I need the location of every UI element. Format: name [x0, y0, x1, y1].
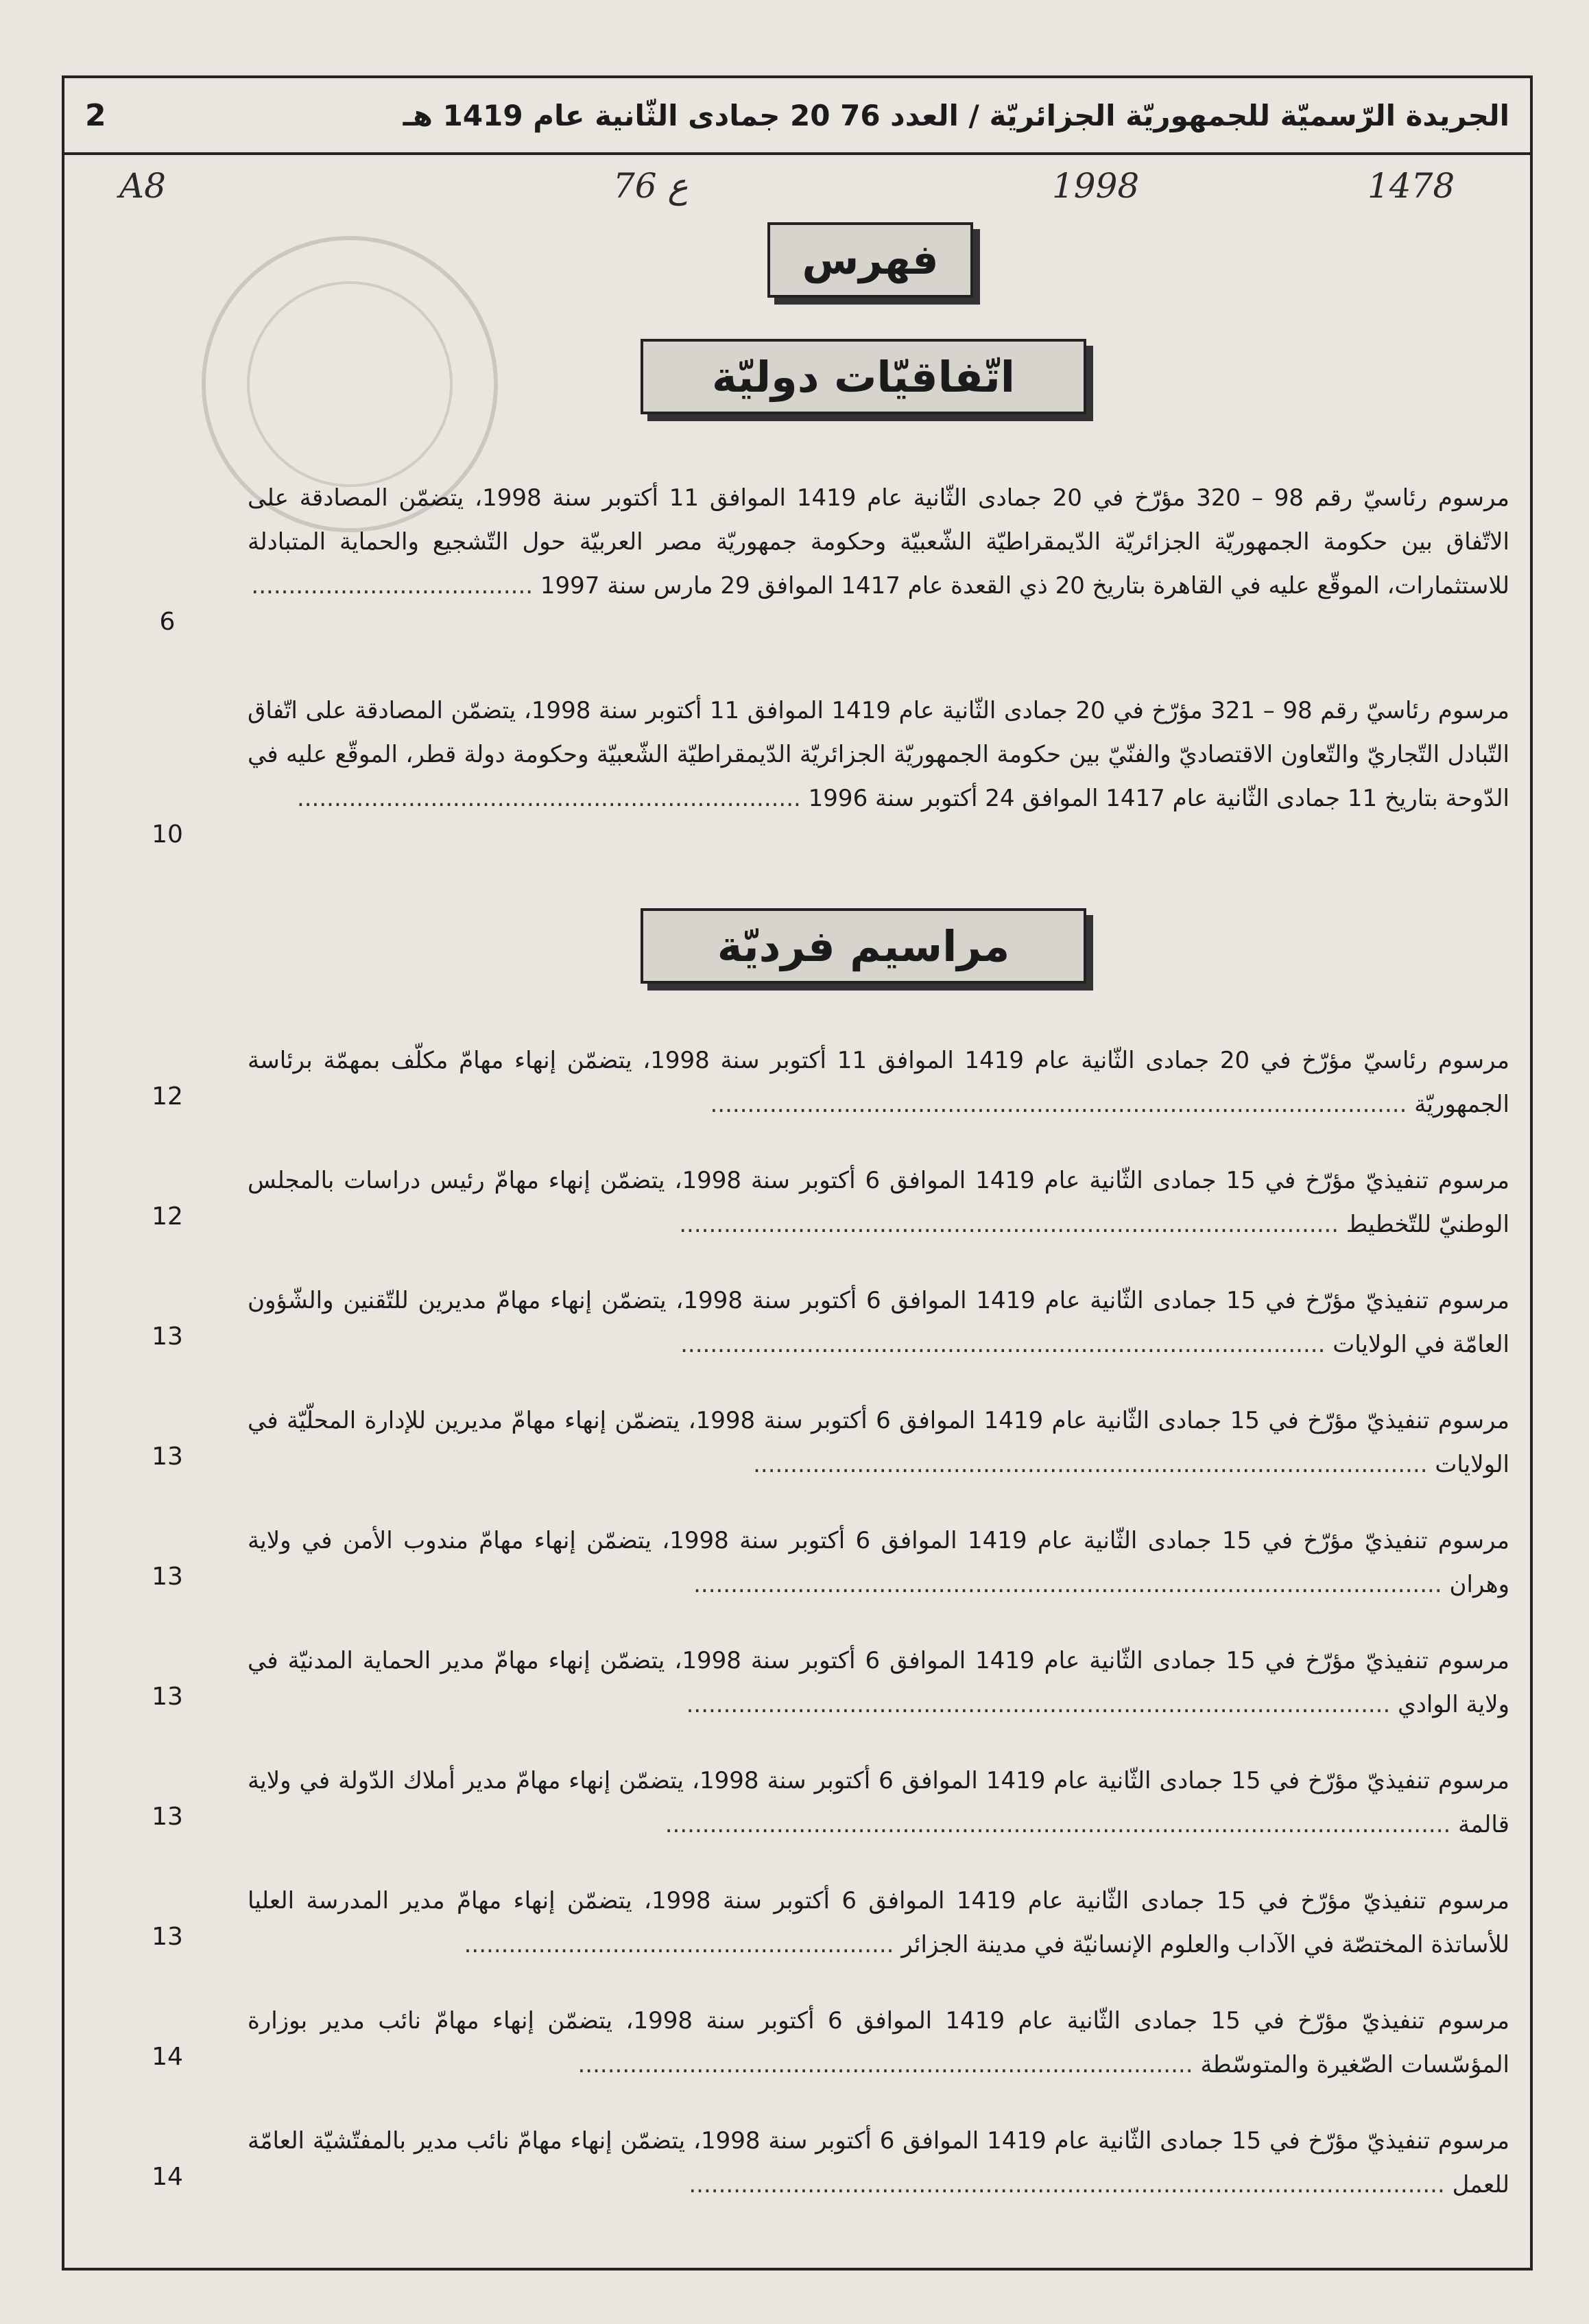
header-page-number: 2	[85, 97, 106, 133]
page-frame: الجريدة الرّسميّة للجمهوريّة الجزائريّة / العدد 76 20 جمادى الثّانية عام 1419 هـ 2 A8 76 ع 1998 1478 فهرس اتّفاقيّات دوليّة مراسيم فرديّة مرسوم رئاسيّ رقم 98 – 320 مؤرّخ في 20 جمادى الثّانية عام 1419 الموافق 11 أكتوبر سنة 1998، يتضمّن المصادقة على الاتّفاق بين حكومة الجمهوريّة الجزائريّة الدّيمقراطيّة الشّعبيّة وحكومة جمهوريّة مصر العربيّة حول التّشجيع والحماية المتبادلة للاستثمارات، الموقّع عليه في القاهرة بتاريخ 20 ذي القعدة عام 1417 الموافق 29 مارس سنة 1997 ...................................... 6 مرسوم رئاسيّ رقم 98 – 321 مؤرّخ في 20 جمادى الثّانية عام 1419 الموافق 11 أكتوبر سنة 1998، يتضمّن المصادقة على اتّفاق التّبادل التّجاريّ والتّعاون الاقتصاديّ والفنّيّ بين حكومة الجمهوريّة الجزائريّة الدّيمقراطيّة الشّعبيّة وحكومة دولة قطر، الموقّع عليه في الدّوحة بتاريخ 11 جمادى الثّانية عام 1417 الموافق 24 أكتوبر سنة 1996 .................................................................... 10 مرسوم رئاسيّ مؤرّخ في 20 جمادى الثّانية عام 1419 الموافق 11 أكتوبر سنة 1998، يتضمّن إنهاء مهامّ مكلّف بمهمّة برئاسة الجمهوريّة .............................................................................................. 12 مرسوم تنفيذيّ مؤرّخ في 15 جمادى الثّانية عام 1419 الموافق 6 أكتوبر سنة 1998، يتضمّن إنهاء مهامّ رئيس دراسات بالمجلس الوطنيّ للتّخطيط ......................................................................................... 12 مرسوم تنفيذيّ مؤرّخ في 15 جمادى الثّانية عام 1419 الموافق 6 أكتوبر سنة 1998، يتضمّن إنهاء مهامّ مديرين للتّقنين والشّؤون العامّة في الولايات ....................................................................................... 13 مرسوم تنفيذيّ مؤرّخ في 15 جمادى الثّانية عام 1419 الموافق 6 أكتوبر سنة 1998، يتضمّن إنهاء مهامّ مديرين للإدارة المحلّيّة في الولايات ........................................................................................... 13 مرسوم تنفيذيّ مؤرّخ في 15 جمادى الثّانية عام 1419 الموافق 6 أكتوبر سنة 1998، يتضمّن إنهاء مهامّ مندوب الأمن في ولاية وهران ..................................................................................................... 13 مرسوم تنفيذيّ مؤرّخ في 15 جمادى الثّانية عام 1419 الموافق 6 أكتوبر سنة 1998، يتضمّن إنهاء مهامّ مدير الحماية المدنيّة في ولاية الوادي ............................................................................................... 13 مرسوم تنفيذيّ مؤرّخ في 15 جمادى الثّانية عام 1419 الموافق 6 أكتوبر سنة 1998، يتضمّن إنهاء مهامّ مدير أملاك الدّولة في ولاية قالمة .......................................................................................................... 13 مرسوم تنفيذيّ مؤرّخ في 15 جمادى الثّانية عام 1419 الموافق 6 أكتوبر سنة 1998، يتضمّن إنهاء مهامّ مدير المدرسة العليا للأساتذة المختصّة في الآداب والعلوم الإنسانيّة في مدينة الجزائر .......................................................... 13 مرسوم تنفيذيّ مؤرّخ في 15 جمادى الثّانية عام 1419 الموافق 6 أكتوبر سنة 1998، يتضمّن إنهاء مهامّ نائب مدير بوزارة المؤسّسات الصّغيرة والمتوسّطة ................................................................................... 14 مرسوم تنفيذيّ مؤرّخ في 15 جمادى الثّانية عام 1419 الموافق 6 أكتوبر سنة 1998، يتضمّن إنهاء مهامّ نائب مدير بالمفتّشيّة العامّة للعمل ...................................................................................................... 14	[62, 75, 1533, 2270]
entry-text: مرسوم تنفيذيّ مؤرّخ في 15 جمادى الثّانية عام 1419 الموافق 6 أكتوبر سنة 1998، يتضمّن إنهاء مهامّ نائب مدير بالمفتّشيّة العامّة للعمل	[248, 2127, 1509, 2198]
entry-text: مرسوم تنفيذيّ مؤرّخ في 15 جمادى الثّانية عام 1419 الموافق 6 أكتوبر سنة 1998، يتضمّن إنهاء مهامّ مدير الحماية المدنيّة في ولاية الوادي	[248, 1647, 1510, 1718]
entry-text: مرسوم رئاسيّ رقم 98 – 320 مؤرّخ في 20 جمادى الثّانية عام 1419 الموافق 11 أكتوبر سنة 1998، يتضمّن المصادقة على الاتّفاق بين حكومة الجمهوريّة الجزائريّة الدّيمقراطيّة الشّعبيّة وحكومة جمهوريّة مصر العربيّة حول التّشجيع والحماية المتبادلة للاستثمارات، الموقّع عليه في القاهرة بتاريخ 20 ذي القعدة عام 1417 الموافق 29 مارس سنة 1997	[248, 484, 1509, 600]
entry-page-number: 12	[152, 1202, 183, 1231]
entry-page-number: 10	[152, 820, 183, 849]
entry-text: مرسوم تنفيذيّ مؤرّخ في 15 جمادى الثّانية عام 1419 الموافق 6 أكتوبر سنة 1998، يتضمّن إنهاء مهامّ رئيس دراسات بالمجلس الوطنيّ للتّخطيط	[248, 1167, 1509, 1238]
entry-page-number: 13	[152, 1683, 183, 1711]
entry-text: مرسوم تنفيذيّ مؤرّخ في 15 جمادى الثّانية عام 1419 الموافق 6 أكتوبر سنة 1998، يتضمّن إنهاء مهامّ مدير المدرسة العليا للأساتذة المختصّة في الآداب والعلوم الإنسانيّة في مدينة الجزائر	[248, 1887, 1509, 1958]
entry-text: مرسوم رئاسيّ مؤرّخ في 20 جمادى الثّانية عام 1419 الموافق 11 أكتوبر سنة 1998، يتضمّن إنهاء مهامّ مكلّف بمهمّة برئاسة الجمهوريّة	[248, 1047, 1509, 1118]
entry-text: مرسوم تنفيذيّ مؤرّخ في 15 جمادى الثّانية عام 1419 الموافق 6 أكتوبر سنة 1998، يتضمّن إنهاء مهامّ نائب مدير بوزارة المؤسّسات الصّغيرة والمتوسّطة	[248, 2007, 1509, 2078]
entry-page-number: 14	[152, 2043, 183, 2071]
entry-text: مرسوم رئاسيّ رقم 98 – 321 مؤرّخ في 20 جمادى الثّانية عام 1419 الموافق 11 أكتوبر سنة 1998، يتضمّن المصادقة على اتّفاق التّبادل التّجاريّ والتّعاون الاقتصاديّ والفنّيّ بين حكومة الجمهوريّة الجزائريّة الدّيمقراطيّة الشّعبيّة وحكومة دولة قطر، الموقّع عليه في الدّوحة بتاريخ 11 جمادى الثّانية عام 1417 الموافق 24 أكتوبر سنة 1996	[248, 697, 1509, 812]
international-agreements-heading: اتّفاقيّات دوليّة	[641, 339, 1086, 414]
entry-text: مرسوم تنفيذيّ مؤرّخ في 15 جمادى الثّانية عام 1419 الموافق 6 أكتوبر سنة 1998، يتضمّن إنهاء مهامّ مديرين للإدارة المحلّيّة في الولايات	[248, 1407, 1509, 1478]
entry-page-number: 13	[152, 1443, 183, 1471]
handwritten-notes	[64, 166, 1530, 221]
entry-page-number: 13	[152, 1923, 183, 1951]
entry-text: مرسوم تنفيذيّ مؤرّخ في 15 جمادى الثّانية عام 1419 الموافق 6 أكتوبر سنة 1998، يتضمّن إنهاء مهامّ مندوب الأمن في ولاية وهران	[248, 1527, 1509, 1598]
entry-page-number: 14	[152, 2163, 183, 2191]
index-heading: فهرس	[767, 222, 973, 298]
handwritten-year: 1998	[1052, 166, 1140, 206]
handwritten-code: A8	[119, 166, 166, 206]
page-header	[64, 78, 1530, 155]
entry-page-number: 13	[152, 1563, 183, 1591]
individual-decrees-heading: مراسيم فرديّة	[641, 908, 1086, 984]
entry-page-number: 13	[152, 1323, 183, 1351]
handwritten-issue: 76 ع	[613, 166, 689, 206]
entry-page-number: 13	[152, 1803, 183, 1831]
entry-text: مرسوم تنفيذيّ مؤرّخ في 15 جمادى الثّانية عام 1419 الموافق 6 أكتوبر سنة 1998، يتضمّن إنهاء مهامّ مديرين للتّقنين والشّؤون العامّة في الولايات	[248, 1287, 1509, 1358]
header-title: الجريدة الرّسميّة للجمهوريّة الجزائريّة / العدد 76 20 جمادى الثّانية عام 1419 هـ	[403, 98, 1509, 132]
entry-page-number: 12	[152, 1082, 183, 1111]
entry-page-number: 6	[159, 608, 176, 636]
handwritten-ref: 1478	[1367, 166, 1455, 206]
entry-text: مرسوم تنفيذيّ مؤرّخ في 15 جمادى الثّانية عام 1419 الموافق 6 أكتوبر سنة 1998، يتضمّن إنهاء مهامّ مدير أملاك الدّولة في ولاية قالمة	[248, 1767, 1510, 1838]
